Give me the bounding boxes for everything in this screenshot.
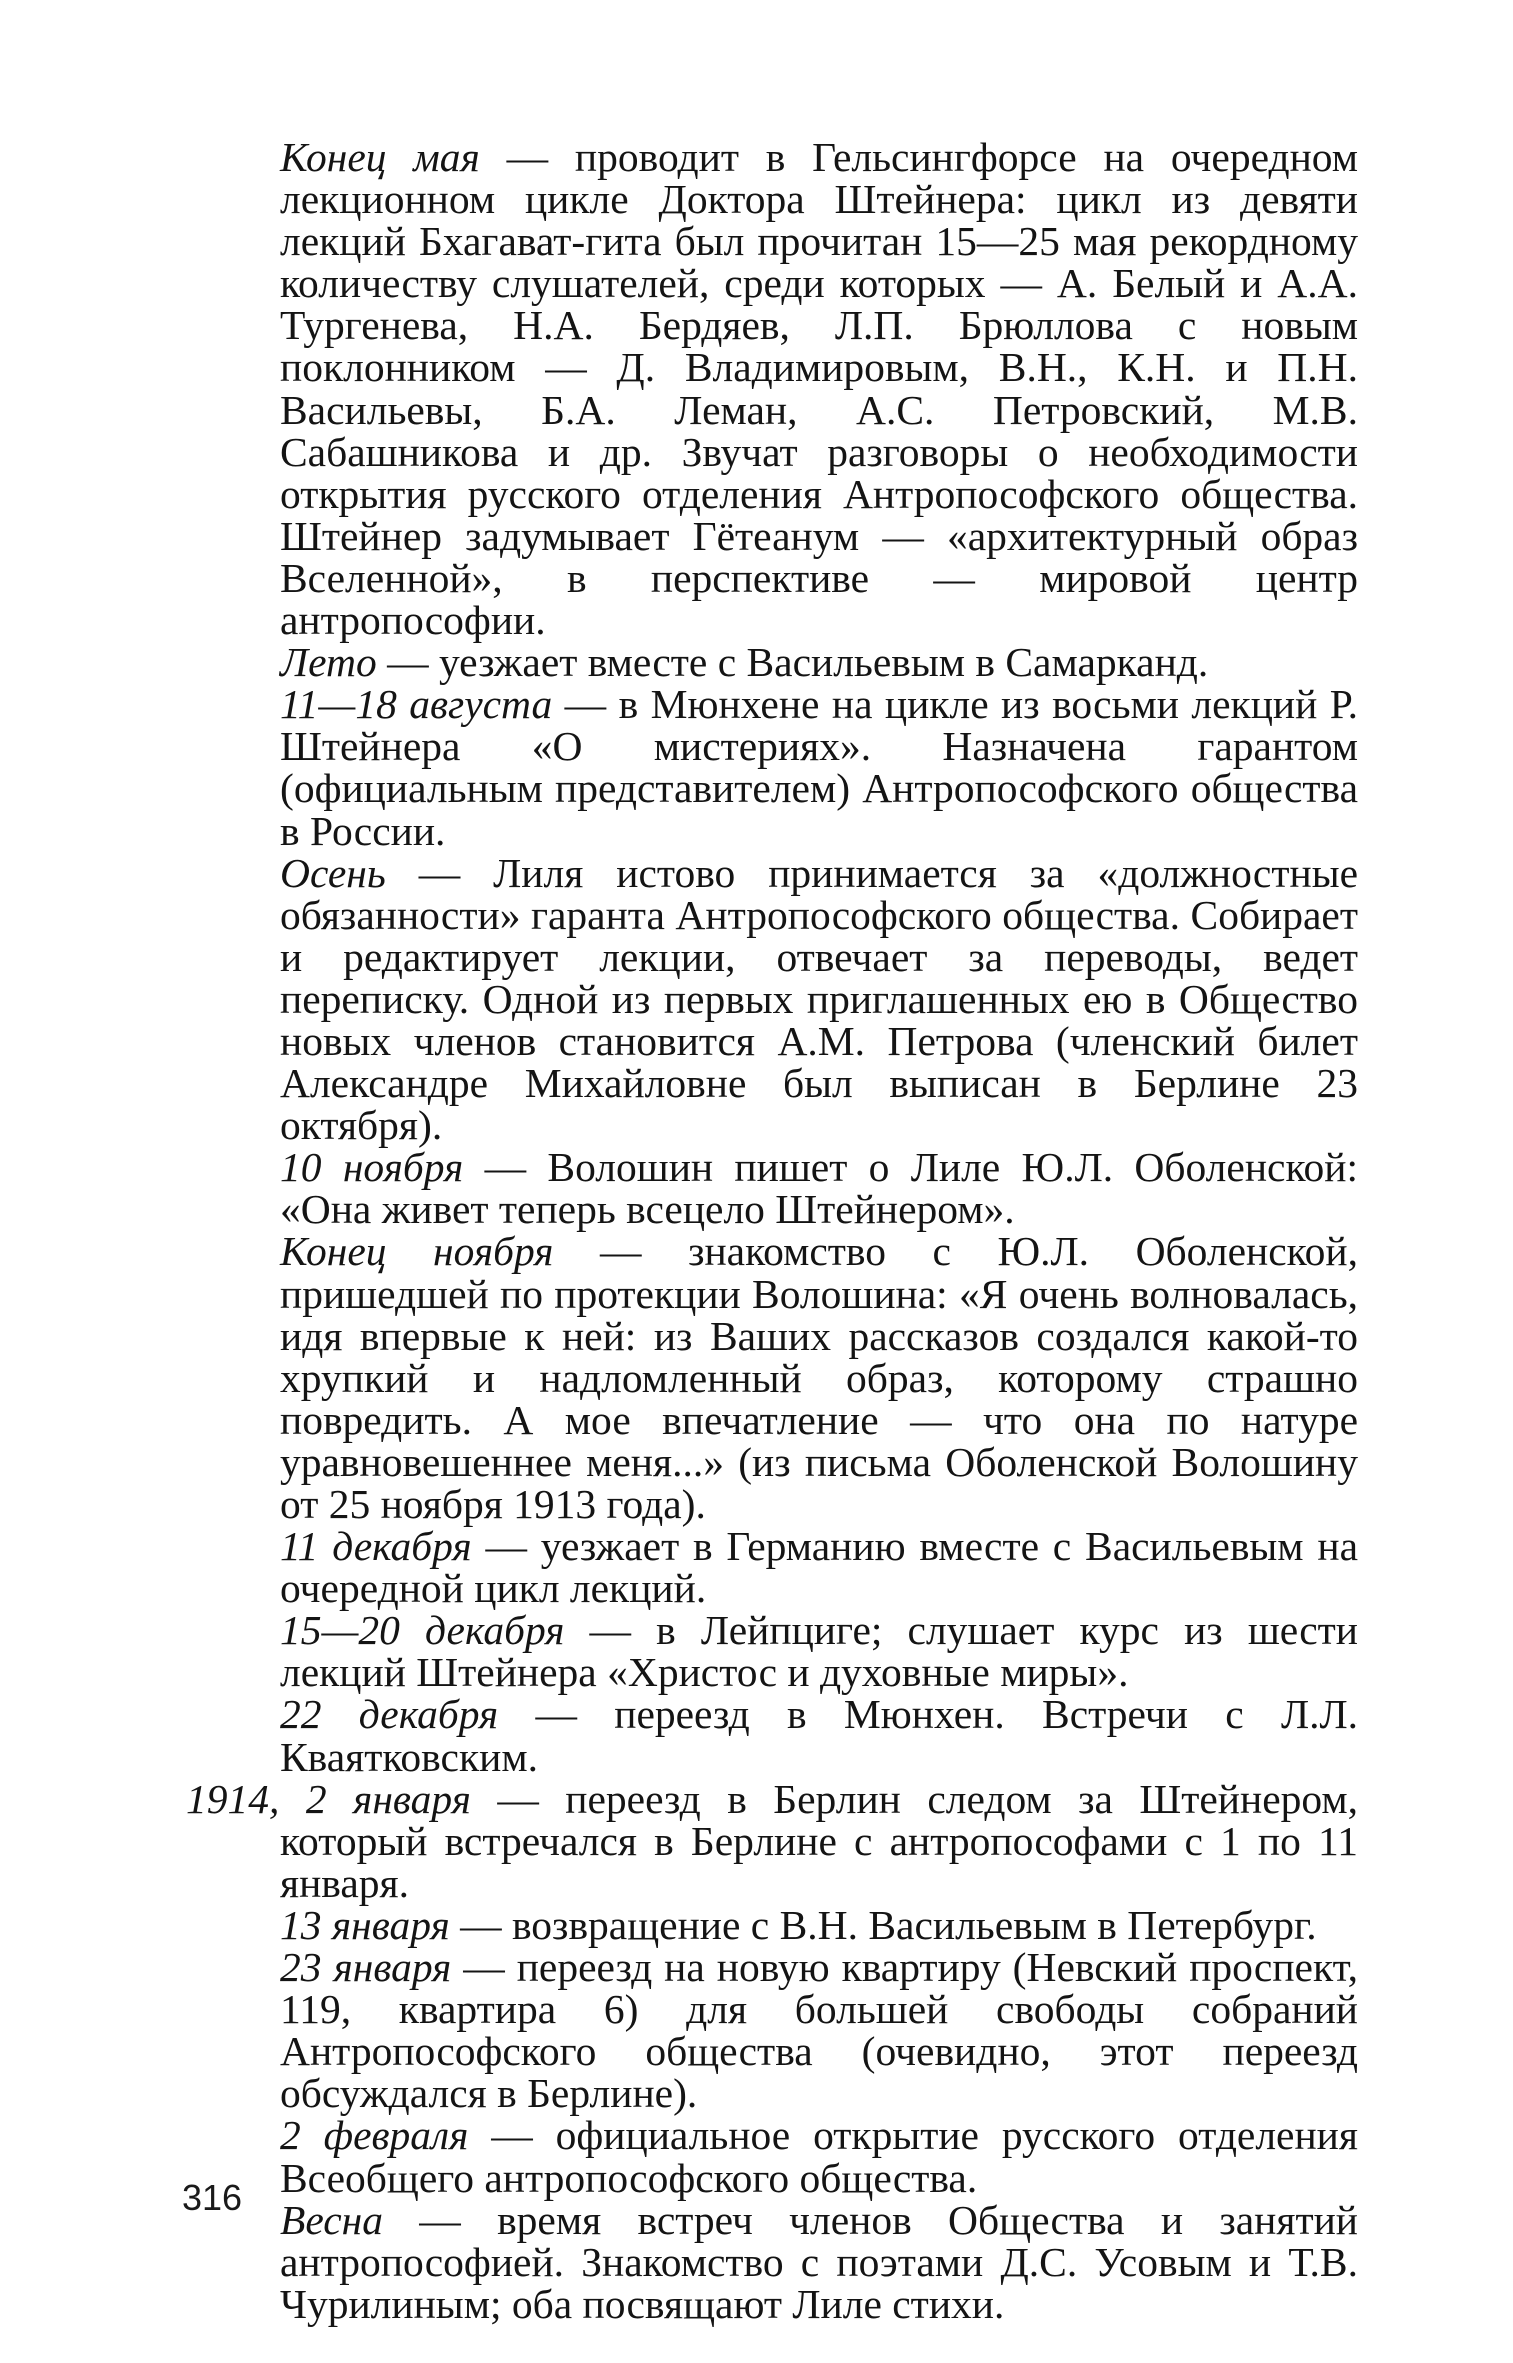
entry-date: Конец мая (280, 134, 480, 180)
chronology-entry (280, 681, 1359, 854)
entry-date: 11 декабря (280, 1523, 472, 1570)
entry-text: — Лиля истово принимается за «должностные обязанности» гаранта Антропософского общества. Собирает и редактирует лекции, отвечает за переводы, ведет переписку. Одной из первых приглашенных ею в Общество новых членов становится А.М. Петрова (членский билет Александре Михайловне был выписан в Берлине 23 октября). (280, 849, 1358, 1149)
chronology-entry (280, 2196, 1358, 2327)
chronology-entry (280, 134, 1359, 644)
entry-text: — уезжает вместе с Васильевым в Самарканд. (376, 639, 1209, 686)
entry-text: — переезд в Берлин следом за Штейнером, который встречался в Берлине с антропософами с 1 по 11 января. (280, 1775, 1358, 1906)
entry-date: 15—20 декабря (280, 1607, 565, 1654)
entry-text: — проводит в Гельсингфорсе на очередном лекционном цикле Доктора Штейнера: цикл из девяти лекций Бхагават-гита был прочитан 15—25 мая рекордному количеству слушателей, среди которых — А. Белый и А.А. Тургенева, Н.А. Бердяев, Л.П. Брюллова с новым поклонником — Д. Владимировым, В.Н., К.Н. и П.Н. Васильевы, Б.А. Леман, А.С. Петровский, М.В. Сабашникова и др. Звучат разговоры о необходимости открытия русского отделения Антропософского общества. Штейнер задумывает Гётеанум — «архитектурный образ Вселенной», в перспективе — мировой центр антропософии. (280, 134, 1359, 644)
entry-date: 2 февраля (280, 2112, 469, 2159)
entry-date: Лето (280, 639, 377, 686)
chronology-entry (280, 1944, 1358, 2117)
entry-text: — время встреч членов Общества и занятий антропософией. Знакомство с поэтами Д.С. Усовым и Т.В. Чурилиным; оба посвящают Лиле стихи. (280, 2196, 1358, 2327)
entry-date: 22 декабря (280, 1691, 499, 1738)
chronology-entry (280, 1144, 1358, 1233)
entry-text: — переезд на новую квартиру (Невский проспект, 119, квартира 6) для большей свободы собраний Антропософского общества (очевидно, этот переезд обсуждался в Берлине). (280, 1944, 1358, 2117)
entry-date: Осень (280, 849, 386, 896)
entry-date: Конец ноября (280, 1228, 554, 1275)
chronology-entry (280, 1901, 1358, 1948)
entry-date: 1914, 2 января (186, 1775, 471, 1822)
chronology-entry (280, 1607, 1358, 1696)
chronology-entry (280, 1230, 1358, 1525)
chronology-entry-year-start (186, 1775, 1358, 1906)
entry-text: — переезд в Мюнхен. Встречи с Л.Л. Кваятковским. (280, 1691, 1358, 1780)
entry-text: — официальное открытие русского отделения Всеобщего антропософского общества. (280, 2112, 1358, 2201)
entry-text: — уезжает в Германию вместе с Васильевым на очередной цикл лекций. (280, 1523, 1358, 1612)
chronology-entry (280, 2112, 1358, 2201)
chronology-entry (280, 639, 1358, 686)
chronology-entry (280, 1523, 1358, 1612)
entry-text: — знакомство с Ю.Л. Оболенской, пришедшей по протекции Волошина: «Я очень волновалась, идя впервые к ней: из Ваших рассказов создался какой-то хрупкий и надломленный образ, которому страшно повредить. А мое впечатление — что она по натуре уравновешеннее меня...» (из письма Оболенской Волошину от 25 ноября 1913 года). (280, 1228, 1359, 1527)
chronology-entry (280, 1691, 1358, 1780)
entry-date: 10 ноября (280, 1144, 464, 1191)
entry-text: — в Мюнхене на цикле из восьми лекций Р. Штейнера «О мистериях». Назначена гарантом (официальным представителем) Антропософского общества в России. (280, 681, 1359, 854)
entry-date: 13 января (280, 1901, 450, 1948)
entry-date: Весна (280, 2196, 383, 2243)
entry-date: 23 января (280, 1944, 452, 1991)
entry-date: 11—18 августа (280, 681, 553, 728)
entry-text: — в Лейпциге; слушает курс из шести лекций Штейнера «Христос и духовные миры». (280, 1607, 1358, 1696)
page-number: 316 (182, 2177, 243, 2218)
entry-text: — Волошин пишет о Лиле Ю.Л. Оболенской: «Она живет теперь всецело Штейнером». (280, 1144, 1358, 1233)
entry-text: — возвращение с В.Н. Васильевым в Петербург. (449, 1901, 1317, 1948)
chronology-entry (280, 849, 1358, 1149)
